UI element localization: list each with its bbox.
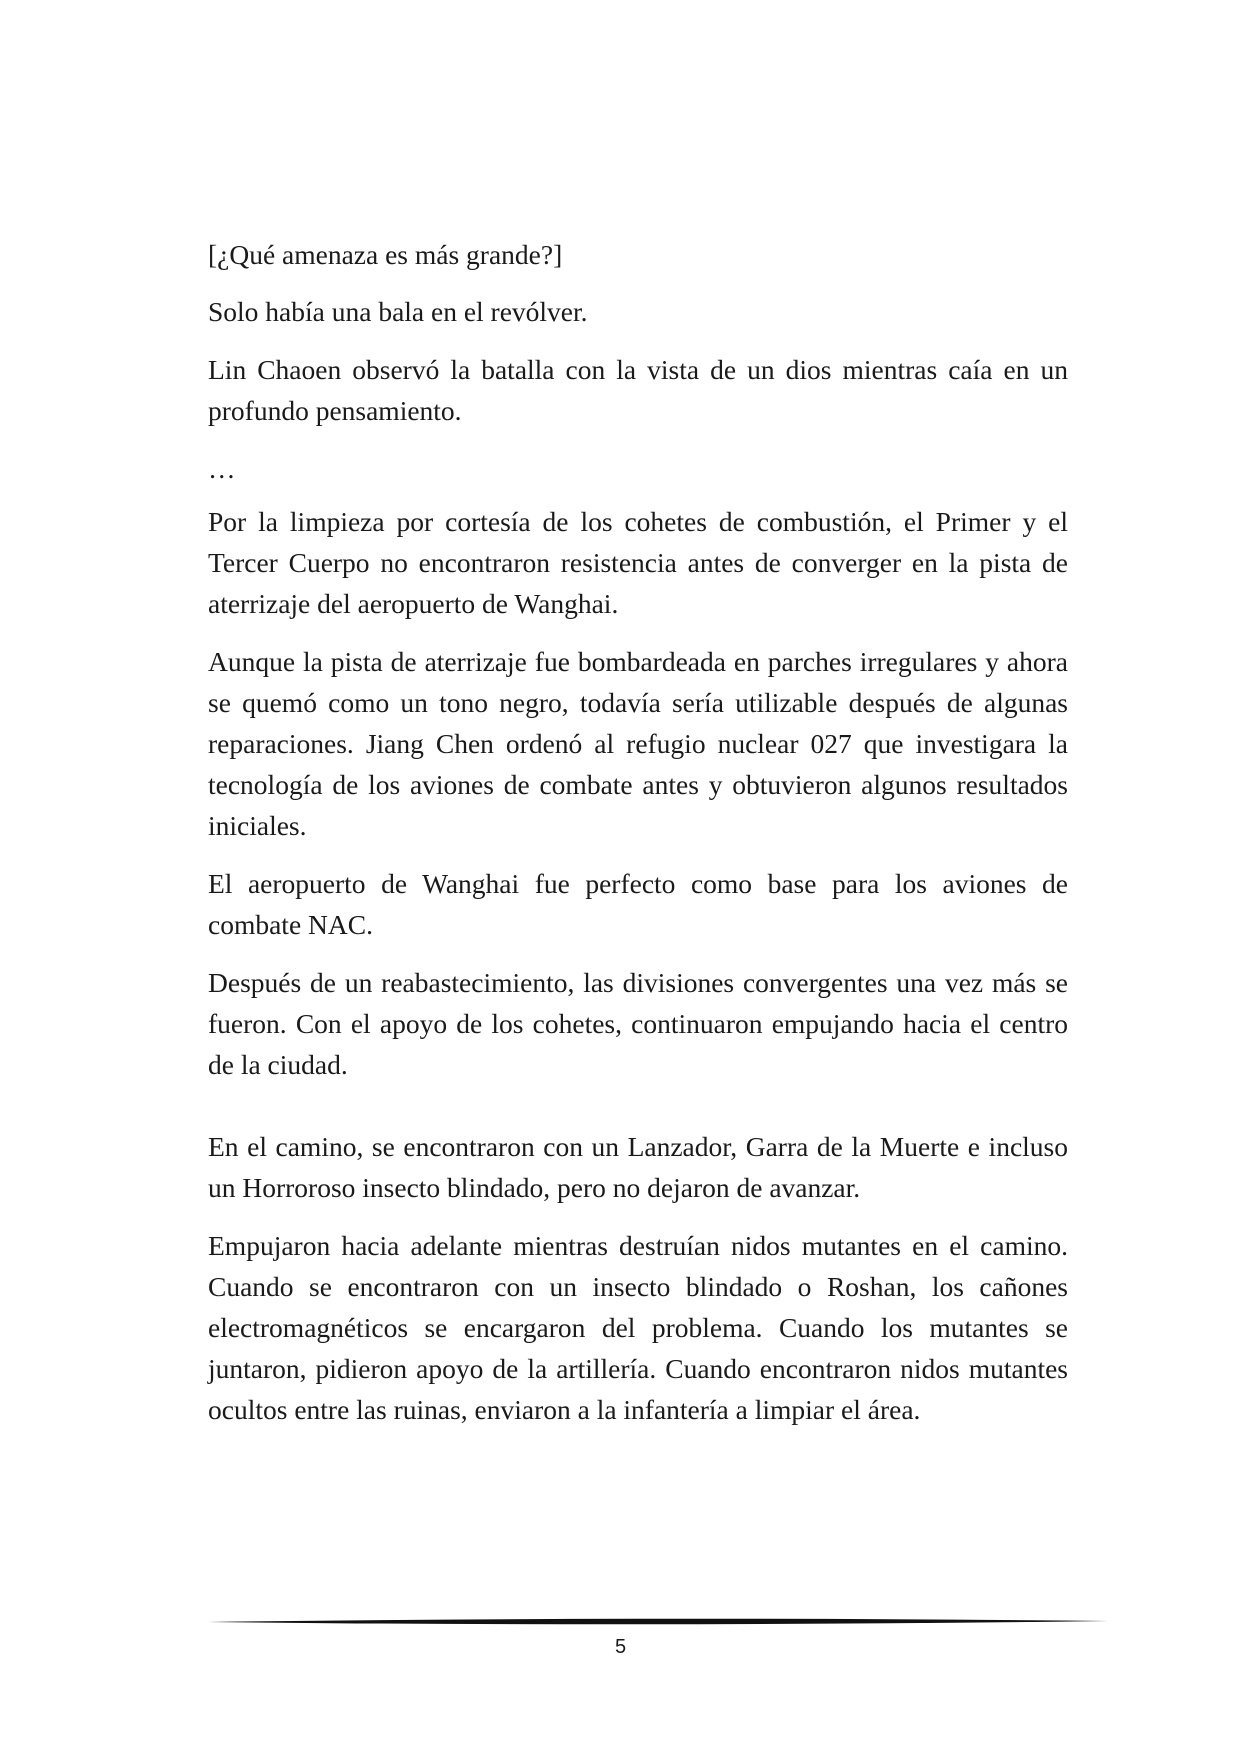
paragraph-resupply: Después de un reabastecimiento, las divisiones convergentes una vez más se fueron. Con el apoyo de los cohetes, continuaron empujando hacia el centro de la ciudad. xyxy=(208,967,1068,1080)
footer-divider xyxy=(208,1615,1108,1629)
document-body xyxy=(208,234,1068,1447)
paragraph-pushing-forward: Empujaron hacia adelante mientras destruían nidos mutantes en el camino. Cuando se encontraron con un insecto blindado o Roshan, los cañones electromagnéticos se encargaron del problema. Cuando los mutantes se juntaron, pidieron apoyo de la artillería. Cuando encontraron nidos mutantes ocultos entre las ruinas, enviaron a la infantería a limpiar el área. xyxy=(208,1230,1068,1425)
paragraph-question: [¿Qué amenaza es más grande?] xyxy=(208,239,563,270)
paragraph-on-the-way: En el camino, se encontraron con un Lanzador, Garra de la Muerte e incluso un Horroroso insecto blindado, pero no dejaron de avanzar. xyxy=(208,1131,1068,1203)
page-number: 5 xyxy=(614,1636,627,1658)
paragraph-lin-chaoen: Lin Chaoen observó la batalla con la vista de un dios mientras caía en un profundo pensamiento. xyxy=(208,354,1068,426)
paragraph-airport-base: El aeropuerto de Wanghai fue perfecto como base para los aviones de combate NAC. xyxy=(208,868,1068,940)
paragraph-repairs: Aunque la pista de aterrizaje fue bombardeada en parches irregulares y ahora se quemó como un tono negro, todavía sería utilizable después de algunas reparaciones. Jiang Chen ordenó al refugio nuclear 027 que investigara la tecnología de los aviones de combate antes y obtuvieron algunos resultados iniciales. xyxy=(208,646,1068,841)
paragraph-runway: Por la limpieza por cortesía de los cohetes de combustión, el Primer y el Tercer Cuerpo no encontraron resistencia antes de converger en la pista de aterrizaje del aeropuerto de Wanghai. xyxy=(208,506,1068,619)
paragraph-revolver: Solo había una bala en el revólver. xyxy=(208,296,588,327)
paragraph-ellipsis: … xyxy=(208,453,236,484)
